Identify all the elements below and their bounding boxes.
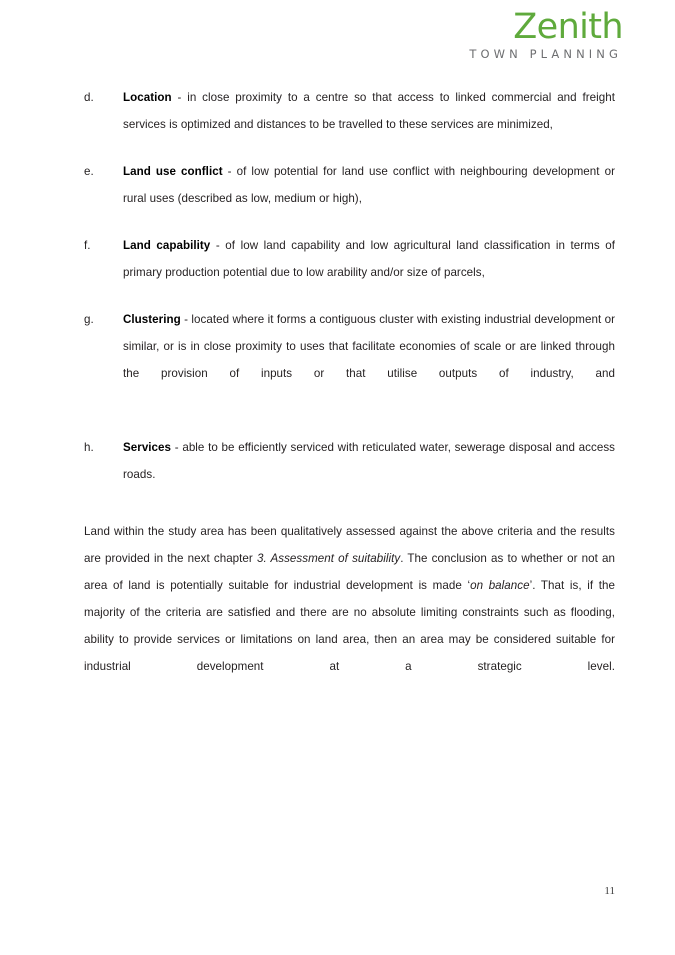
list-item-marker: g.: [84, 313, 94, 326]
page-content: [84, 84, 615, 707]
list-item: [84, 158, 615, 212]
closing-paragraph-part-1: Land within the study area has been qualitatively assessed against the above criteria and the results are provided in the next chapter: [84, 525, 615, 565]
list-item: [84, 434, 615, 488]
list-item-term: Land capability: [123, 239, 211, 252]
list-item-term: Location: [123, 91, 172, 104]
logo-tagline: TOWN PLANNING: [469, 47, 622, 61]
list-item-marker: e.: [84, 165, 94, 178]
list-item-marker: f.: [84, 239, 91, 252]
zenith-logo: [469, 7, 623, 61]
list-item-marker: d.: [84, 91, 94, 104]
closing-paragraph-part-3: ’. That is, if the majority of the criteria are satisfied and there are no absolute limiting constraints such as flooding, ability to provide services or limitations on land area, then an area may be considered suitable for industrial development at a strategic level.: [84, 579, 615, 673]
page-header: [0, 0, 675, 78]
paragraph-spacer: [84, 488, 615, 518]
list-item-text: - of low potential for land use conflict with neighbouring development or rural uses (described as low, medium or high),: [123, 165, 615, 205]
list-item-text: - located where it forms a contiguous cluster with existing industrial development or similar, or is in close proximity to uses that facilitate economies of scale or are linked through the provision of inputs or that utilise outputs of industry, and: [123, 313, 615, 380]
list-item: [84, 232, 615, 286]
list-item-text: - in close proximity to a centre so that access to linked commercial and freight services is optimized and distances to be travelled to these services are minimized,: [123, 91, 615, 131]
closing-paragraph-part-2: . The conclusion as to whether or not an area of land is potentially suitable for industrial development is made ‘: [84, 552, 615, 592]
chapter-reference-italic: 3. Assessment of suitability: [256, 552, 401, 565]
list-item-text: - able to be efficiently serviced with reticulated water, sewerage disposal and access roads.: [123, 441, 615, 481]
page-footer: [0, 885, 675, 955]
list-item-marker: h.: [84, 441, 94, 454]
list-item-term: Services: [123, 441, 172, 454]
list-item: [84, 306, 615, 414]
list-item-term: Land use conflict: [123, 165, 223, 178]
page-number: 11: [604, 885, 615, 897]
criteria-list: [84, 84, 615, 488]
list-item-term: Clustering: [123, 313, 181, 326]
on-balance-italic: on balance: [470, 579, 530, 592]
list-item-text: - of low land capability and low agricultural land classification in terms of primary production potential due to low arability and/or size of parcels,: [123, 239, 615, 279]
logo-wordmark: Zenith: [513, 7, 623, 47]
closing-paragraph: [84, 518, 615, 707]
list-item: [84, 84, 615, 138]
